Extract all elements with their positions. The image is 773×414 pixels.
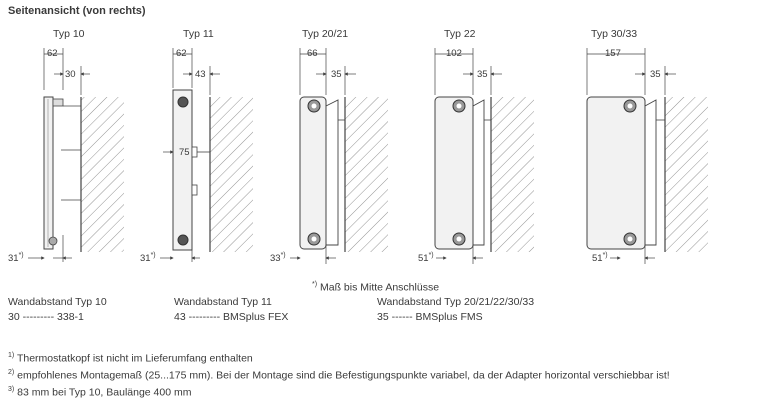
typ30-33-top-dim: 157 <box>605 48 621 59</box>
type-label-30-33: Typ 30/33 <box>591 28 638 40</box>
typ20-21-radiator <box>300 97 326 249</box>
wall-distance-typ10-title: Wandabstand Typ 10 <box>8 296 107 308</box>
typ20-21-top-dim: 66 <box>307 48 318 59</box>
typ20-21-wall <box>345 97 388 252</box>
typ30-33-wall-dim: 35 <box>650 69 661 80</box>
typ22-wall-dim: 35 <box>477 69 488 80</box>
typ11-drawing <box>160 48 253 262</box>
footnote-3: $^{3)}$ 83 mm bei Typ 10, Baulänge 400 mm <box>8 386 192 399</box>
typ22-drawing <box>435 48 534 264</box>
typ22-radiator <box>435 97 473 249</box>
measurement-note: *) Maß bis Mitte Anschlüsse <box>312 281 440 294</box>
type-label-10: Typ 10 <box>53 28 85 40</box>
type-label-22: Typ 22 <box>444 28 476 40</box>
wall-distance-typ20-33-value: 35 ------ BMSplus FMS <box>377 311 483 323</box>
typ22-top-dim: 102 <box>446 48 462 59</box>
typ11-height-dim: 75 <box>179 147 190 158</box>
typ10-top-dim: 62 <box>47 48 58 59</box>
type-label-11: Typ 11 <box>183 28 214 40</box>
typ10-wall <box>81 97 124 252</box>
typ11-wall <box>210 97 253 252</box>
typ10-drawing <box>28 48 124 262</box>
type-label-20-21: Typ 20/21 <box>302 28 349 40</box>
typ11-top-dim: 62 <box>176 48 187 59</box>
section-title: Seitenansicht (von rechts) <box>8 5 146 17</box>
typ22-wall <box>491 97 534 252</box>
typ11-bottom-dim: 31*) <box>140 252 156 265</box>
footnote-2: $^{2)}$ empfohlenes Montagemaß (25...175 mm). Bei der Montage sind die Befestigungspunkte variabel, da der Adapter horizontal verschiebbar ist! <box>8 369 670 382</box>
typ30-33-radiator <box>587 97 645 249</box>
footnote-1: $^{1)}$ Thermostatkopf ist nicht im Lieferumfang enthalten <box>8 352 253 365</box>
wall-distance-typ11-value: 43 --------- BMSplus FEX <box>174 311 289 323</box>
typ30-33-drawing <box>587 48 708 264</box>
wall-distance-typ20-33-title: Wandabstand Typ 20/21/22/30/33 <box>377 296 535 308</box>
typ11-radiator <box>173 90 192 250</box>
typ10-wall-dim: 30 <box>65 69 76 80</box>
typ30-33-bottom-dim: 51*) <box>592 252 608 265</box>
typ10-bottom-dim: 31*) <box>8 252 24 265</box>
typ10-radiator <box>44 97 53 249</box>
wall-distance-typ10-value: 30 --------- 338-1 <box>8 311 84 323</box>
typ20-21-drawing <box>290 48 388 264</box>
typ22-bottom-dim: 51*) <box>418 252 434 265</box>
typ20-21-bottom-dim: 33*) <box>270 252 286 265</box>
typ30-33-wall <box>665 97 708 252</box>
wall-distance-typ11-title: Wandabstand Typ 11 <box>174 296 272 308</box>
typ11-wall-dim: 43 <box>195 69 206 80</box>
typ20-21-wall-dim: 35 <box>331 69 342 80</box>
